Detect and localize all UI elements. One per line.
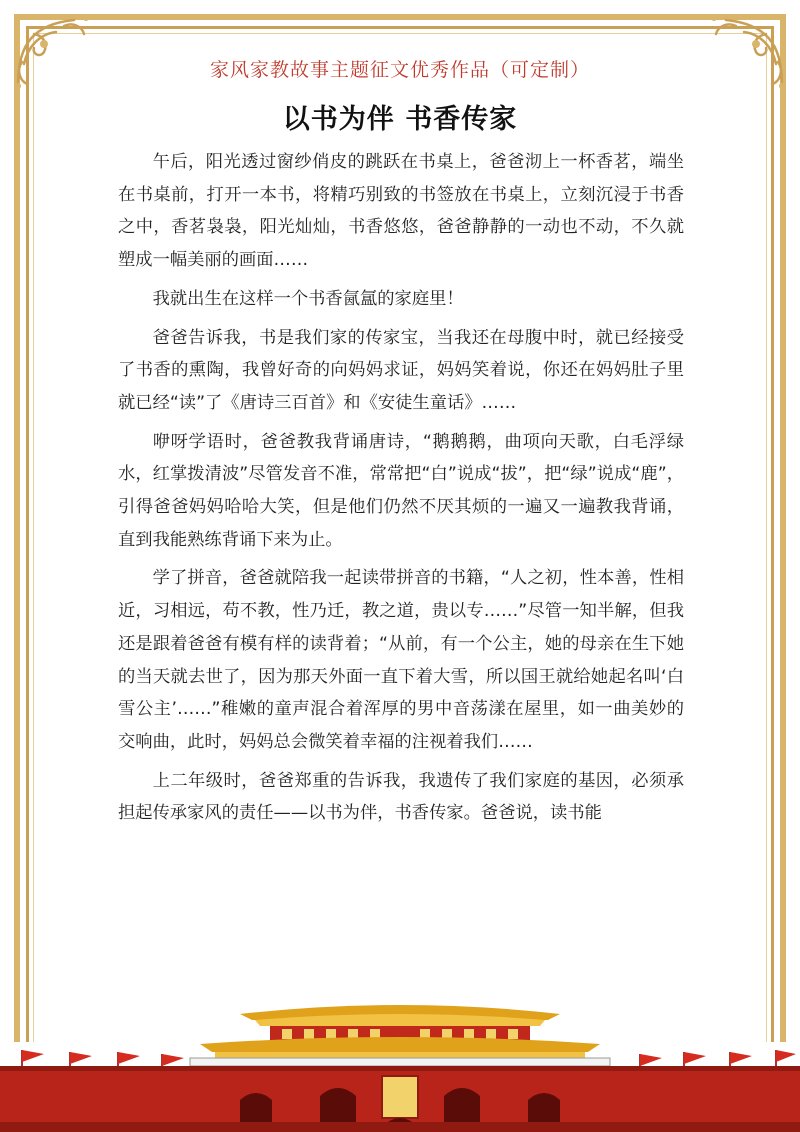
article-body <box>118 146 684 836</box>
paragraph: 学了拼音，爸爸就陪我一起读带拼音的书籍，“人之初，性本善，性相近，习相远，苟不教，性乃迁，教之道，贵以专……”尽管一知半解，但我还是跟着爸爸有模有样的读背着；“从前，有一个公主，她的母亲在生下她的当天就去世了，因为那天外面一直下着大雪，所以国王就给她起名叫‘白雪公主’……”稚嫩的童声混合着浑厚的男中音荡漾在屋里，如一曲美妙的交响曲，此时，妈妈总会微笑着幸福的注视着我们…… <box>118 568 684 752</box>
paragraph: 上二年级时，爸爸郑重的告诉我，我遗传了我们家庭的基因，必须承担起传承家风的责任——以书为伴，书香传家。爸爸说，读书能 <box>118 770 684 824</box>
page-title: 以书为伴 书香传家 <box>282 104 518 135</box>
paragraph: 咿呀学语时，爸爸教我背诵唐诗，“鹅鹅鹅，曲项向天歌，白毛浮绿水，红掌拨清波”尽管发音不准，常常把“白”说成“拔”，把“绿”说成“鹿”，引得爸爸妈妈哈哈大笑，但是他们仍然不厌其烦的一遍又一遍教我背诵，直到我能熟练背诵下来为止。 <box>118 431 684 550</box>
paragraph: 午后，阳光透过窗纱俏皮的跳跃在书桌上，爸爸沏上一杯香茗，端坐在书桌前，打开一本书，将精巧别致的书签放在书桌上，立刻沉浸于书香之中，香茗袅袅，阳光灿灿，书香悠悠，爸爸静静的一动也不动，不久就塑成一幅美丽的画面…… <box>118 152 684 271</box>
page-subtitle: 家风家教故事主题征文优秀作品（可定制） <box>209 59 590 81</box>
corner-ornament-icon <box>700 4 796 100</box>
tiananmen-gate-illustration <box>0 982 800 1132</box>
paragraph: 我就出生在这样一个书香氤氲的家庭里！ <box>152 288 464 309</box>
paragraph: 爸爸告诉我，书是我们家的传家宝，当我还在母腹中时，就已经接受了书香的熏陶，我曾好奇的向妈妈求证，妈妈笑着说，你还在妈妈肚子里就已经“读”了《唐诗三百首》和《安徒生童话》…… <box>118 327 684 413</box>
corner-ornament-icon <box>4 4 100 100</box>
